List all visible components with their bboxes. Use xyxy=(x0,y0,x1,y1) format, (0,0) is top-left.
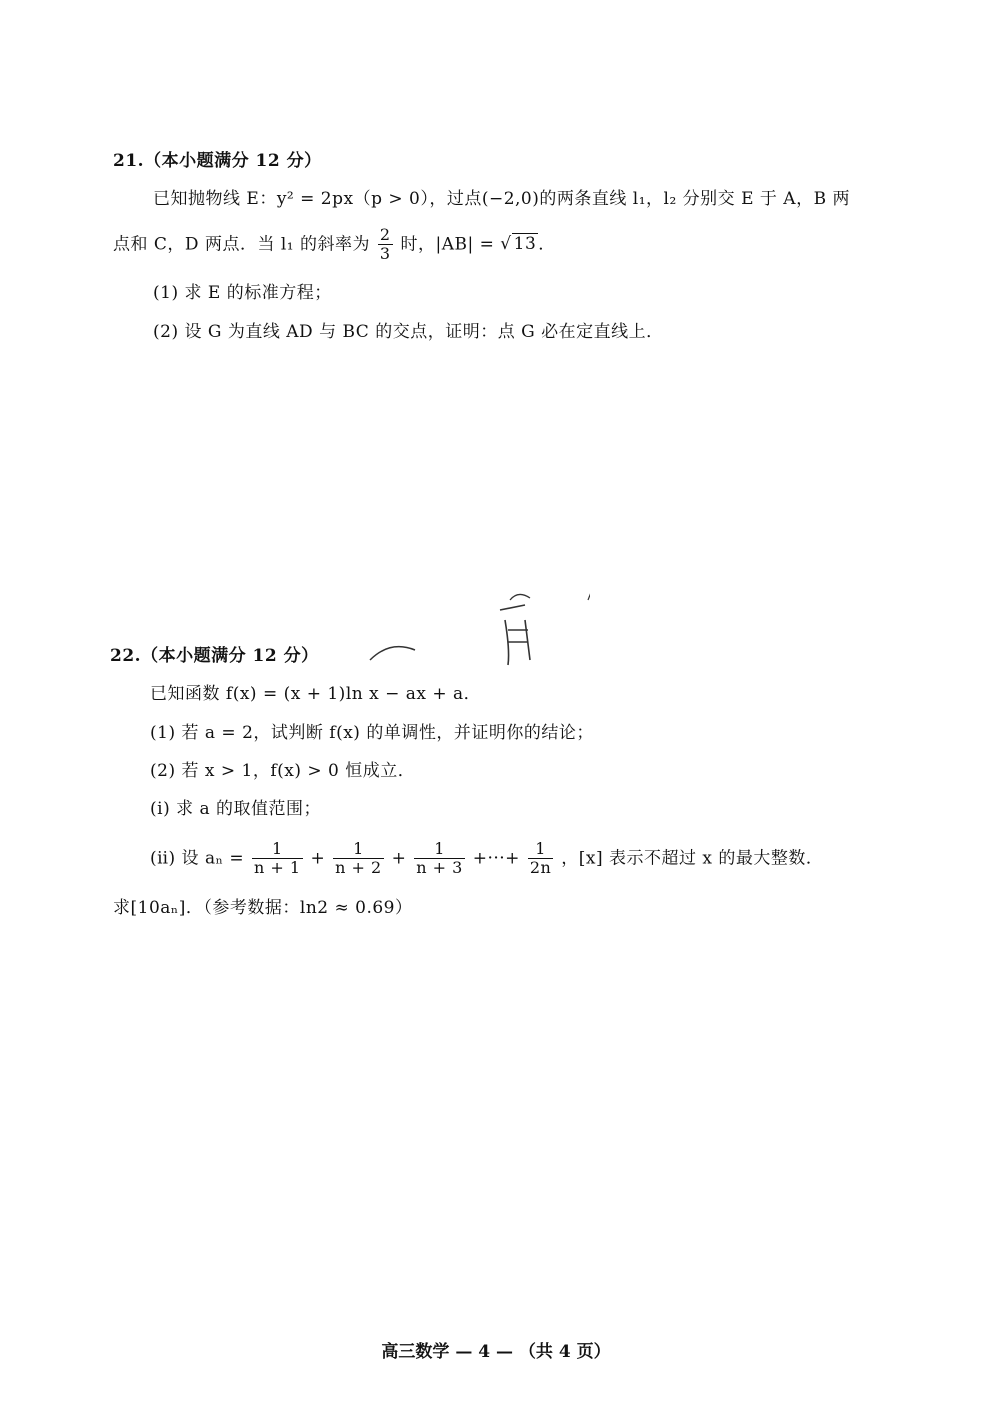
q22-fraction-2 xyxy=(333,840,384,878)
q22-stem: 已知函数 f(x) = (x + 1)ln x − ax + a． xyxy=(150,684,482,704)
q22-plus-1: + xyxy=(310,848,326,869)
q21-stem-line1: 已知抛物线 E：y² = 2px（p > 0），过点(−2,0)的两条直线 l₁，l₂ 分别交 E 于 A，B 两 xyxy=(153,189,850,209)
q21-stem-text-b: 时，|AB| = xyxy=(400,234,495,255)
q22-plus-2: + xyxy=(391,848,407,869)
q21-stem-text-c: ． xyxy=(538,234,556,255)
q22-sub2-ii-text-a: (ⅱ) 设 aₙ = xyxy=(150,848,245,869)
q22-fraction-1-den: n + 1 xyxy=(254,858,301,878)
q22-dots: +···+ xyxy=(472,848,520,869)
q22-fraction-3 xyxy=(414,840,465,878)
page-footer: 高三数学 — 4 — （共 4 页） xyxy=(381,1342,611,1362)
q22-fraction-4 xyxy=(528,840,553,878)
q21-sub2: (2) 设 G 为直线 AD 与 BC 的交点，证明：点 G 必在定直线上． xyxy=(153,322,664,342)
q21-slope-denominator: 3 xyxy=(379,244,391,264)
q22-fraction-1 xyxy=(252,840,303,878)
q22-fraction-3-num: 1 xyxy=(414,840,465,859)
q21-sqrt-radicand: 13 xyxy=(513,234,537,255)
q21-sqrt: √ 13 xyxy=(500,234,537,255)
q21-slope-numerator: 2 xyxy=(379,225,391,244)
q22-sub2-ii-cont: 求[10aₙ]．（参考数据：ln2 ≈ 0.69） xyxy=(113,898,413,918)
q22-fraction-1-num: 1 xyxy=(252,840,303,859)
q21-stem-text-a: 点和 C，D 两点．当 l₁ 的斜率为 xyxy=(113,234,371,255)
q21-sub1: (1) 求 E 的标准方程； xyxy=(153,283,332,303)
q22-header: 22.（本小题满分 12 分） xyxy=(110,646,319,666)
q21-stem-line2 xyxy=(113,226,556,264)
q22-fraction-4-den: 2n xyxy=(529,858,552,878)
q21-slope-fraction xyxy=(378,226,393,264)
q22-fraction-2-den: n + 2 xyxy=(335,858,382,878)
q21-header: 21.（本小题满分 12 分） xyxy=(113,151,322,171)
q22-fraction-4-num: 1 xyxy=(528,840,553,859)
handwritten-scribble xyxy=(360,580,590,670)
q22-fraction-2-num: 1 xyxy=(333,840,384,859)
q22-sub2-ii xyxy=(150,840,823,878)
q22-sub2: (2) 若 x > 1，f(x) > 0 恒成立． xyxy=(150,761,416,781)
q22-sub1: (1) 若 a = 2，试判断 f(x) 的单调性，并证明你的结论； xyxy=(150,723,594,743)
q22-fraction-3-den: n + 3 xyxy=(416,858,463,878)
q22-sub2-ii-text-b: ，[x] 表示不超过 x 的最大整数． xyxy=(561,848,824,869)
q22-sub2-i: (ⅰ) 求 a 的取值范围； xyxy=(150,799,322,819)
